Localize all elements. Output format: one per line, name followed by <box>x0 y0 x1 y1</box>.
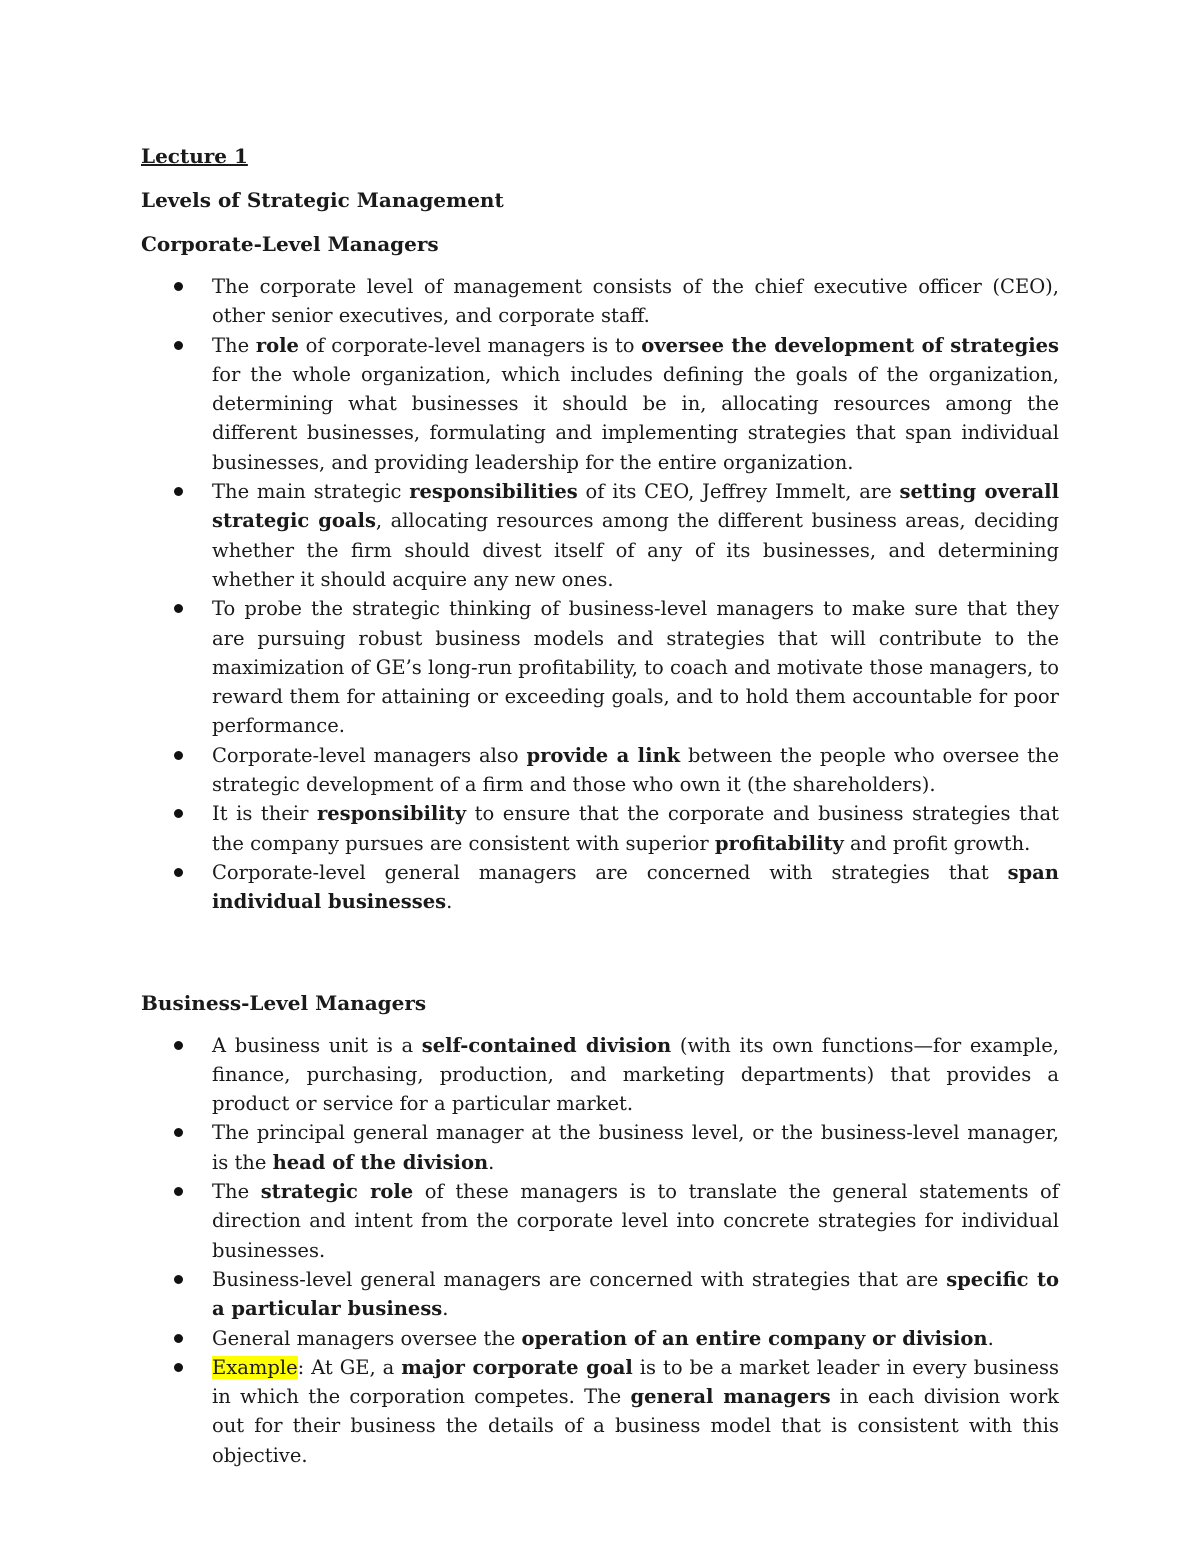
bullet-dot-icon <box>174 1187 183 1196</box>
text-run: is to be a market leader in every business in which the corporation competes. The <box>212 1355 1060 1409</box>
text-run: and profit growth. <box>843 831 1031 855</box>
bullet-dot-icon <box>174 1334 183 1343</box>
text-run: . <box>446 890 453 914</box>
bullet-item <box>141 1353 1059 1470</box>
bold-text: strategic role <box>260 1180 414 1204</box>
bullet-dot-icon <box>174 1275 183 1284</box>
text-run: The <box>212 1180 261 1204</box>
bold-text: profitability <box>714 831 844 855</box>
bullet-dot-icon <box>174 282 183 291</box>
bullet-dot-icon <box>174 1363 183 1372</box>
text-run: , allocating resources among the different business areas, deciding whether the firm should divest itself of any of its businesses, and determining whether it should acquire any new ones. <box>212 509 1059 591</box>
text-run: of its CEO, Jeffrey Immelt, are <box>577 480 900 504</box>
text-run: A business unit is a <box>212 1033 422 1057</box>
text-run: between the people who oversee the strategic development of a firm and those who own it (the shareholders). <box>212 743 1060 797</box>
bold-text: specific to a particular business <box>212 1267 1059 1321</box>
bold-text: oversee the development of strategies <box>641 333 1059 357</box>
bullet-dot-icon <box>174 751 183 760</box>
bullet-dot-icon <box>174 868 183 877</box>
bullet-item <box>141 1265 1059 1324</box>
bold-text: major corporate goal <box>401 1355 633 1379</box>
bullet-item <box>141 1177 1059 1265</box>
bullet-dot-icon <box>174 809 183 818</box>
business-heading: Business-Level Managers <box>141 990 427 1015</box>
document-page <box>141 140 1059 1470</box>
text-run: The <box>212 333 256 357</box>
text-run: Corporate-level managers also <box>212 743 527 767</box>
bullet-dot-icon <box>174 487 183 496</box>
bold-text: operation of an entire company or division <box>521 1326 988 1350</box>
text-run: in each division work out for their business the details of a business model that is consistent with this objective. <box>212 1385 1059 1467</box>
text-run: It is their <box>212 802 317 826</box>
corporate-bullet-list <box>141 272 1059 917</box>
text-run: for the whole organization, which includes defining the goals of the organization, determining what businesses it should be in, allocating resources among the different businesses, formulating and implementing strategies that span individual businesses, and providing leadership for the entire organization. <box>212 362 1059 474</box>
text-run: The principal general manager at the business level, or the business-level manager, is the <box>212 1121 1059 1174</box>
bullet-item <box>141 741 1059 800</box>
bold-text: span individual businesses <box>212 860 1059 914</box>
text-run: The main strategic <box>212 480 410 504</box>
bold-text: general managers <box>630 1385 831 1409</box>
text-run: . <box>987 1326 994 1350</box>
bold-text: head of the division <box>272 1150 489 1174</box>
bullet-item <box>141 331 1059 477</box>
bold-text: role <box>255 333 299 357</box>
bullet-item <box>141 1031 1059 1119</box>
bullet-dot-icon <box>174 1041 183 1050</box>
highlighted-text: Example <box>212 1355 298 1379</box>
text-run: General managers oversee the <box>212 1326 522 1350</box>
bold-text: self-contained division <box>421 1033 672 1057</box>
bold-text: setting overall strategic goals <box>212 480 1059 533</box>
main-heading: Levels of Strategic Management <box>141 188 504 212</box>
text-run: (with its own functions—for example, finance, purchasing, production, and marketing departments) that provides a product or service for a particular market. <box>212 1033 1059 1116</box>
bullet-dot-icon <box>174 1128 183 1137</box>
bullet-item <box>141 799 1059 858</box>
text-run: . <box>488 1150 495 1174</box>
bold-text: responsibilities <box>409 480 578 504</box>
bullet-item <box>141 1324 1059 1353</box>
text-run: of these managers is to translate the general statements of direction and intent from the corporate level into concrete strategies for individual businesses. <box>212 1180 1060 1262</box>
bold-text: responsibility <box>317 802 467 826</box>
text-run: . <box>442 1297 449 1321</box>
bullet-dot-icon <box>174 341 183 350</box>
bullet-item <box>141 272 1059 331</box>
bold-text: provide a link <box>526 743 681 767</box>
text-run: Corporate-level general managers are concerned with strategies that <box>212 860 1008 884</box>
lecture-title: Lecture 1 <box>141 144 248 168</box>
text-run: to ensure that the corporate and business strategies that the company pursues are consistent with superior <box>212 802 1059 855</box>
text-run: Business-level general managers are concerned with strategies that are <box>212 1267 947 1291</box>
bullet-item <box>141 858 1059 917</box>
bullet-item <box>141 594 1059 740</box>
text-run: of corporate-level managers is to <box>298 333 642 357</box>
bullet-item <box>141 1118 1059 1177</box>
business-bullet-list <box>141 1031 1059 1470</box>
text-run: The corporate level of management consists of the chief executive officer (CEO), other senior executives, and corporate staff. <box>212 275 1059 328</box>
text-run: : At GE, a <box>297 1355 402 1379</box>
bullet-dot-icon <box>174 604 183 613</box>
bullet-item <box>141 477 1059 594</box>
text-run: To probe the strategic thinking of business-level managers to make sure that they are pursuing robust business models and strategies that will contribute to the maximization of GE’s long-run profitability, to coach and motivate those managers, to reward them for attaining or exceeding goals, and to hold them accountable for poor performance. <box>212 597 1059 738</box>
corporate-heading: Corporate-Level Managers <box>141 232 439 256</box>
